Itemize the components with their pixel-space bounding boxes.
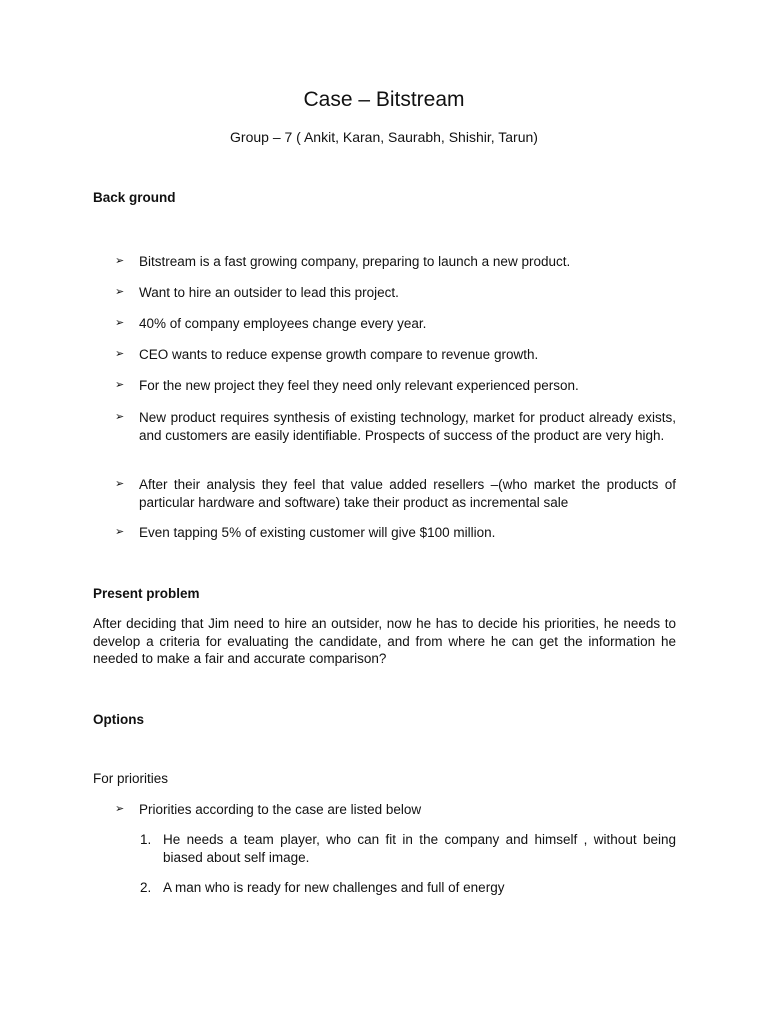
list-item (115, 476, 676, 511)
list-item-text: Even tapping 5% of existing customer will give $100 million. (139, 525, 496, 540)
arrow-bullet-icon: ➢ (115, 286, 125, 298)
list-item-text: Priorities according to the case are listed below (139, 802, 422, 817)
section-heading-present-problem: Present problem (93, 586, 200, 601)
arrow-bullet-icon: ➢ (115, 478, 125, 490)
list-item (115, 315, 676, 333)
item-number: 2. (140, 880, 152, 895)
list-item (115, 253, 676, 271)
list-item-text: New product requires synthesis of existing technology, market for product already exists, and customers are easily identifiable. Prospects of success of the product are very high. (139, 410, 676, 443)
arrow-bullet-icon: ➢ (115, 255, 125, 267)
list-item (115, 346, 676, 364)
list-item-text: After their analysis they feel that value added resellers –(who market the products of particular hardware and software) take their product as incremental sale (139, 477, 676, 510)
list-item-text: Bitstream is a fast growing company, preparing to launch a new product. (139, 254, 571, 269)
arrow-bullet-icon: ➢ (115, 803, 125, 815)
present-problem-paragraph: After deciding that Jim need to hire an outsider, now he has to decide his priorities, he needs to develop a criteria for evaluating the candidate, and from where he can get the information he needed to make a fair and accurate comparison? (93, 616, 676, 666)
arrow-bullet-icon: ➢ (115, 526, 125, 538)
list-item-text: CEO wants to reduce expense growth compare to revenue growth. (139, 347, 539, 362)
item-text: He needs a team player, who can fit in the company and himself , without being biased about self image. (163, 832, 676, 865)
arrow-bullet-icon: ➢ (115, 379, 125, 391)
list-item (115, 801, 676, 819)
list-item-text: 40% of company employees change every year. (139, 316, 427, 331)
section-heading-background: Back ground (93, 190, 176, 205)
arrow-bullet-icon: ➢ (115, 317, 125, 329)
list-item (115, 409, 676, 444)
item-text: A man who is ready for new challenges and full of energy (163, 880, 505, 895)
numbered-item (140, 831, 676, 866)
page-subtitle: Group – 7 ( Ankit, Karan, Saurabh, Shishir, Tarun) (230, 129, 538, 145)
list-item (115, 524, 676, 542)
section-heading-options: Options (93, 712, 144, 727)
arrow-bullet-icon: ➢ (115, 411, 125, 423)
page-title: Case – Bitstream (303, 88, 465, 111)
list-item (115, 284, 676, 302)
item-number: 1. (140, 832, 152, 847)
numbered-item (140, 879, 676, 897)
list-item-text: For the new project they feel they need only relevant experienced person. (139, 378, 579, 393)
list-item-text: Want to hire an outsider to lead this project. (139, 285, 399, 300)
arrow-bullet-icon: ➢ (115, 348, 125, 360)
options-subheading: For priorities (93, 771, 169, 786)
list-item (115, 377, 676, 395)
